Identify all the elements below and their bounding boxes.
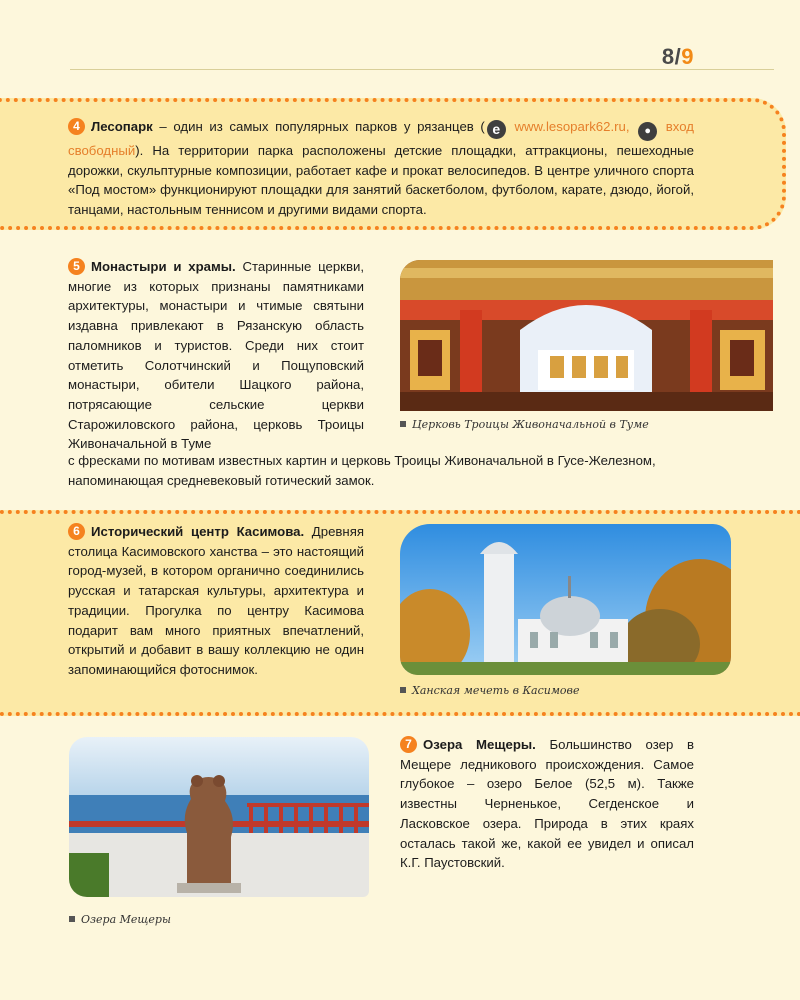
section-7-title: Озера Мещеры. xyxy=(423,737,536,752)
mosque-caption: Ханская мечеть в Касимове xyxy=(400,684,579,697)
church-caption: Церковь Троицы Живоначальной в Туме xyxy=(400,418,649,431)
location-icon: ● xyxy=(638,122,657,141)
section-4-title: Лесопарк xyxy=(91,119,153,134)
caption-bullet xyxy=(400,421,406,427)
section-4-number: 4 xyxy=(68,118,85,135)
section-7-text: 7 Озера Мещеры. Большинство озер в Мещере ледникового происхождения. Самое глубокое – озеро Белое (52,5 м). Также известны Черненькое, Сегденское и Ласковское озера. Природа в этих краях осталась такой же, какой ее увидел и описал К.Г. Паустовский. xyxy=(400,737,694,871)
page-number: 8/9 xyxy=(661,44,694,69)
lake-caption: Озера Мещеры xyxy=(69,913,171,926)
section-6-text: 6 Исторический центр Касимова. Древняя столица Касимовского ханства – это настоящий город-музей, в котором органично соединились русская и татарская культуры, архитектура и традиции. Прогулка по центру Касимова подарит вам много приятных впечатлений, открытий и добавит в вашу коллекцию не один запоминающийся фотоснимок. xyxy=(68,524,364,677)
church-interior-photo xyxy=(400,260,773,411)
lesopark-link[interactable]: www.lesopark62.ru, xyxy=(514,119,630,134)
section-5-title: Монастыри и храмы. xyxy=(91,259,236,274)
section-4-text: 4 Лесопарк – один из самых популярных парков у рязанцев ( e www.lesopark62.ru, ● вход свободный). На территории парка расположены детские площадки, аттракционы, пешеходные дорожки, скульптурные композиции, работает кафе и прокат велосипедов. В центре уличного спорта «Под мостом» функционируют площадки для занятий баскетболом, футболом, карате, дзюдо, йогой, танцами, настольным теннисом и другими видами спорта. xyxy=(68,119,694,218)
section-5-number: 5 xyxy=(68,258,85,275)
section-5-text-continued: с фресками по мотивам известных картин и церковь Троицы Живоначальной в Гусе-Железном, напоминающая средневековый готический замок. xyxy=(68,453,656,488)
mosque-photo xyxy=(400,524,731,675)
lake-bear-photo xyxy=(69,737,369,897)
section-6-number: 6 xyxy=(68,523,85,540)
section-5-text: 5 Монастыри и храмы. Старинные церкви, многие из которых признаны памятниками архитектуры, монастыри и чтимые святыни издавна привлекают в Рязанскую область паломников и туристов. Среди них стоит отметить Солотчинский и Пощуповский монастыри, обители Шацкого района, потрясающие сельские церкви Старожиловского района, церковь Троицы Живоначальной в Туме xyxy=(68,259,364,452)
section-7-number: 7 xyxy=(400,736,417,753)
entry-info: вход свободный xyxy=(68,119,694,158)
caption-bullet xyxy=(400,687,406,693)
web-icon: e xyxy=(487,120,506,139)
caption-bullet xyxy=(69,916,75,922)
section-6-title: Исторический центр Касимова. xyxy=(91,524,305,539)
